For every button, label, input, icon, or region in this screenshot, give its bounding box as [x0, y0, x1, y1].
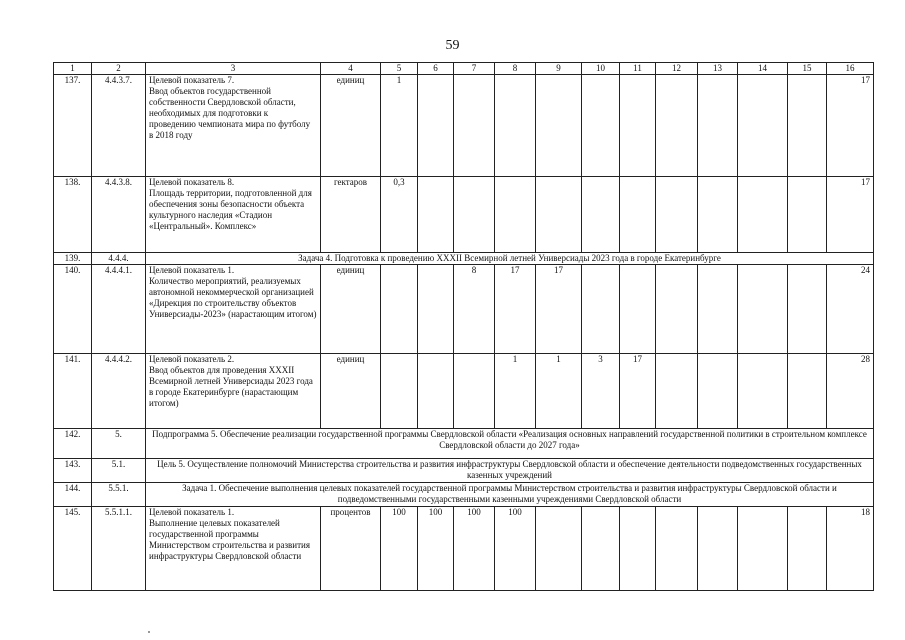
value-cell	[656, 507, 698, 591]
value-cell	[738, 177, 788, 253]
indicator-name-cell: Целевой показатель 1. Выполнение целевых показателей государственной программы Министерством строительства и развития инфраструктуры Свердловской области	[146, 507, 321, 591]
value-cell: 1	[495, 354, 536, 429]
value-cell: 17	[620, 354, 656, 429]
value-cell	[788, 177, 827, 253]
value-cell: 100	[418, 507, 454, 591]
value-cell	[788, 265, 827, 354]
value-cell: 0,3	[381, 177, 418, 253]
value-cell	[418, 354, 454, 429]
value-cell	[495, 75, 536, 177]
table-row	[54, 177, 874, 253]
row-number-cell: 145.	[54, 507, 92, 591]
row-code-cell: 5.	[92, 429, 146, 459]
row-number-cell: 143.	[54, 459, 92, 483]
value-cell: 100	[454, 507, 495, 591]
unit-cell: единиц	[321, 354, 381, 429]
row-number-cell: 137.	[54, 75, 92, 177]
unit-cell: гектаров	[321, 177, 381, 253]
column-header: 15	[788, 63, 827, 75]
indicator-name-cell: Целевой показатель 1. Количество мероприятий, реализуемых автономной некоммерческой организацией «Дирекция по строительству объектов Универсиады-2023» (нарастающим итогом)	[146, 265, 321, 354]
value-cell: 1	[381, 75, 418, 177]
table-row	[54, 483, 874, 507]
row-code-cell: 4.4.3.7.	[92, 75, 146, 177]
value-cell	[738, 507, 788, 591]
column-header: 3	[146, 63, 321, 75]
value-cell	[418, 177, 454, 253]
value-cell	[698, 177, 738, 253]
column-header: 9	[536, 63, 582, 75]
value-cell	[536, 507, 582, 591]
value-cell	[381, 265, 418, 354]
value-cell: 100	[381, 507, 418, 591]
row-number-cell: 138.	[54, 177, 92, 253]
unit-cell: единиц	[321, 265, 381, 354]
value-cell	[656, 177, 698, 253]
section-title-cell: Цель 5. Осуществление полномочий Министерства строительства и развития инфраструктуры Свердловской области и обеспечение деятельности подведомственных государственных казенных учреждений	[146, 459, 874, 483]
value-cell	[698, 265, 738, 354]
value-cell	[620, 507, 656, 591]
table-row	[54, 265, 874, 354]
value-cell	[788, 75, 827, 177]
row-code-cell: 4.4.4.	[92, 253, 146, 265]
unit-cell: процентов	[321, 507, 381, 591]
section-title-cell: Задача 1. Обеспечение выполнения целевых показателей государственной программы Министерством строительства и развития инфраструктуры Свердловской области и подведомственными государственными казенными учреждениями Свердловской области	[146, 483, 874, 507]
column-header: 1	[54, 63, 92, 75]
value-cell	[582, 507, 620, 591]
value-cell	[738, 265, 788, 354]
value-cell	[454, 177, 495, 253]
value-cell	[738, 75, 788, 177]
page-number: 59	[445, 38, 460, 53]
value-cell	[582, 177, 620, 253]
column-header: 16	[827, 63, 874, 75]
row-number-cell: 142.	[54, 429, 92, 459]
row-code-cell: 5.1.	[92, 459, 146, 483]
unit-cell: единиц	[321, 75, 381, 177]
reference-cell: 17	[827, 75, 874, 177]
indicator-name-cell: Целевой показатель 7. Ввод объектов государственной собственности Свердловской области, необходимых для подготовки к проведению чемпионата мира по футболу в 2018 году	[146, 75, 321, 177]
row-code-cell: 4.4.4.2.	[92, 354, 146, 429]
row-number-cell: 139.	[54, 253, 92, 265]
column-header: 12	[656, 63, 698, 75]
row-code-cell: 5.5.1.	[92, 483, 146, 507]
value-cell	[454, 354, 495, 429]
value-cell	[620, 75, 656, 177]
value-cell: 3	[582, 354, 620, 429]
value-cell	[582, 265, 620, 354]
row-number-cell: 141.	[54, 354, 92, 429]
reference-cell: 17	[827, 177, 874, 253]
indicators-table	[53, 62, 874, 591]
value-cell: 1	[536, 354, 582, 429]
value-cell	[656, 354, 698, 429]
value-cell	[698, 75, 738, 177]
value-cell	[582, 75, 620, 177]
column-header: 2	[92, 63, 146, 75]
column-header: 13	[698, 63, 738, 75]
reference-cell: 18	[827, 507, 874, 591]
reference-cell: 24	[827, 265, 874, 354]
value-cell: 8	[454, 265, 495, 354]
column-header: 4	[321, 63, 381, 75]
value-cell	[381, 354, 418, 429]
section-title-cell: Подпрограмма 5. Обеспечение реализации государственной программы Свердловской области «Реализация основных направлений государственной политики в строительном комплексе Свердловской области до 2027 года»	[146, 429, 874, 459]
value-cell	[454, 75, 495, 177]
value-cell	[698, 354, 738, 429]
table-row	[54, 253, 874, 265]
indicator-name-cell: Целевой показатель 2. Ввод объектов для проведения XXXII Всемирной летней Универсиады 2023 года в городе Екатеринбурге (нарастающим итогом)	[146, 354, 321, 429]
row-code-cell: 4.4.4.1.	[92, 265, 146, 354]
value-cell	[788, 354, 827, 429]
column-header: 11	[620, 63, 656, 75]
reference-cell: 28	[827, 354, 874, 429]
value-cell	[620, 265, 656, 354]
value-cell	[536, 177, 582, 253]
row-code-cell: 4.4.3.8.	[92, 177, 146, 253]
value-cell	[698, 507, 738, 591]
value-cell	[656, 265, 698, 354]
column-header: 7	[454, 63, 495, 75]
value-cell	[418, 265, 454, 354]
column-header: 6	[418, 63, 454, 75]
indicator-name-cell: Целевой показатель 8. Площадь территории, подготовленной для обеспечения зоны безопасности объекта культурного наследия «Стадион «Центральный». Комплекс»	[146, 177, 321, 253]
value-cell	[536, 75, 582, 177]
scan-speck	[148, 631, 150, 633]
value-cell: 100	[495, 507, 536, 591]
column-number-row	[54, 63, 874, 75]
column-header: 10	[582, 63, 620, 75]
value-cell: 17	[536, 265, 582, 354]
table-row	[54, 429, 874, 459]
value-cell	[738, 354, 788, 429]
value-cell	[495, 177, 536, 253]
row-number-cell: 140.	[54, 265, 92, 354]
value-cell	[418, 75, 454, 177]
value-cell	[656, 75, 698, 177]
column-header: 5	[381, 63, 418, 75]
row-number-cell: 144.	[54, 483, 92, 507]
value-cell	[620, 177, 656, 253]
column-header: 14	[738, 63, 788, 75]
table-row	[54, 75, 874, 177]
column-header: 8	[495, 63, 536, 75]
table-row	[54, 354, 874, 429]
row-code-cell: 5.5.1.1.	[92, 507, 146, 591]
table-row	[54, 459, 874, 483]
value-cell: 17	[495, 265, 536, 354]
value-cell	[788, 507, 827, 591]
table-row	[54, 507, 874, 591]
section-title-cell: Задача 4. Подготовка к проведению XXXII Всемирной летней Универсиады 2023 года в городе Екатеринбурге	[146, 253, 874, 265]
